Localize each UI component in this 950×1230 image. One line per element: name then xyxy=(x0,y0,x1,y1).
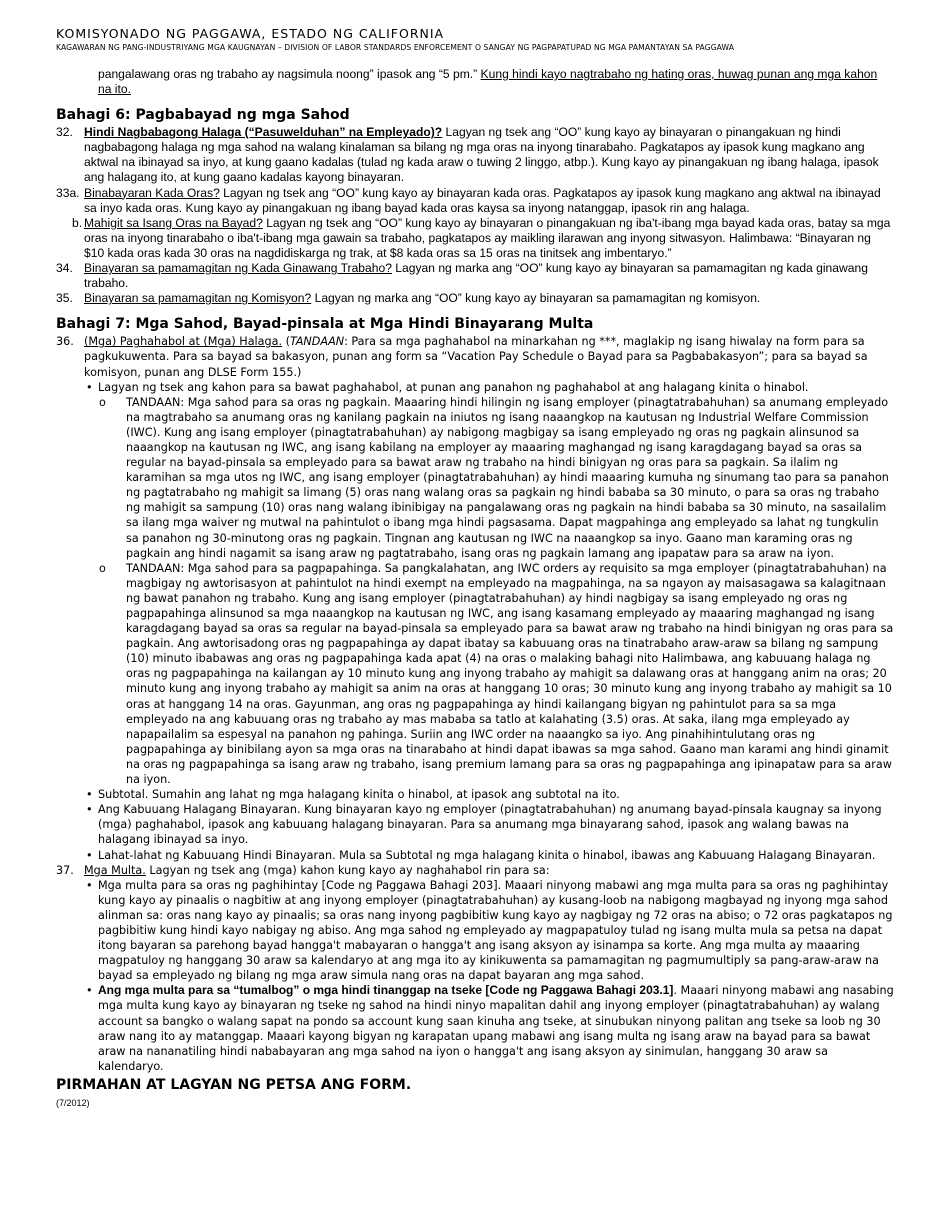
note-meal-period: o TANDAAN: Mga sahod para sa oras ng pagkain. Maaaring hindi hilingin ng isang employer (pinagtatrabahuhan) sa anumang empleyado na magtrabaho sa anumang oras ng kanilang pagkain na iniutos ng isang naaangkop na kautusan ng Industrial Welfare Commission (IWC). Kung ang isang employer (pinagtatrabahuhan) ay nabigong magbigay sa isang empleyado ng oras ng pagkain alinsunod sa naaangkop na kautusan ng IWC, ang isang kabilang na employer ay maaaring maghangad ng isang karagdagang bayad sa oras sa regular na bayad-pinsala sa empleyado para sa bawat araw ng trabaho na hindi binigyan ng oras para sa pagkain. Sa ilalim ng karamihan sa mga utos ng IWC, ang isang employer (pinagtatrabahuhan) ay hindi maaaring kumuha ng sinumang tao para sa panahon ng pagtatrabaho ng mahigit sa limang (5) oras nang walang oras sa pagkain ng hindi bababa sa 30 minuto, o para sa oras ng trabaho ng mahigit sa sampung (10) oras nang walang ibinibigay na pangalawang oras ng pagkain na hindi bababa sa 30 minuto, na sasailalim sa ilang mga waiver ng mutwal na pahintulot o ibang mga hindi pagsasama. Dapat magpahinga ang empleyado sa lahat ng tungkulin sa panahon ng 30-minutong oras ng pagkain. Tingnan ang kautusan ng IWC na naaangkop sa inyo. Gaano man karaming oras ng pagkain ang hindi nagamit sa isang araw ng pagtatrabaho, isang oras ng pagkain lamang ang ipapataw para sa araw na iyon. xyxy=(99,395,889,560)
item-36: 36. (Mga) Paghahabol at (Mga) Halaga. (TANDAAN: Para sa mga paghahabol na minarkahan ng ***, maglakip ng isang hiwalay na form para sa pagkukuwenta. Para sa bayad sa bakasyon, punan ang form sa “Vacation Pay Schedule o Bayad para sa Pagbabakasyon”; para sa bayad sa komisyon, punan ang DLSE Form 155.) xyxy=(56,335,868,379)
form-revision-date: (7/2012) xyxy=(56,1097,90,1108)
item-34: 34. Binayaran sa pamamagitan ng Kada Ginawang Trabaho? Lagyan ng marka ang “OO” kung kayo ay binayaran sa pamamagitan ng kada ginawang trabaho. xyxy=(56,261,868,291)
list-item: • Mga multa para sa oras ng paghihintay [Code ng Paggawa Bahagi 203]. Maaari ninyong mabawi ang mga multa para sa oras ng paghihintay kung kayo ay pinaalis o nagbitiw at ang inyong employer (pinagtatrabahuhan) ay kusang-loob na nabigong magbayad ng inyong mga sahod alinman sa: oras nang kayo ay pinaalis; sa oras nang inyong pagbibitiw kung kayo ay nagbigay ng 72 oras na abiso; o 72 oras pagkatapos ng pagbibitiw kung hindi kayo nabigay ng abiso. Ang mga sahod ng empleyado ay magpapatuloy tulad ng isang multa mula sa petsa na dapat itong bayaran sa parehong bayad hangga't mabayaran o hangga't ang isang aksyon ay isinampa sa korte. Ang mga multa ay maaaring magpatuloy ng hanggang 30 araw sa kalendaryo at ang mga ito ay kinikuwenta sa pamamagitan ng pagmumultiply sa pang-araw-araw na bayad sa empleyado ng bilang ng mga araw simula nang oras na dapat bayaran ang mga sahod. xyxy=(86,878,893,983)
form-instructions xyxy=(56,67,894,1110)
item-33a-label: Binabayaran Kada Oras? xyxy=(84,185,220,200)
item-35-label: Binayaran sa pamamagitan ng Komisyon? xyxy=(84,291,312,306)
list-item: • Subtotal. Sumahin ang lahat ng mga halagang kinita o hinabol, at ipasok ang subtotal na ito. xyxy=(86,788,620,802)
item-32-label: Hindi Nagbabagong Halaga (“Pasuwelduhan” na Empleyado)? xyxy=(84,125,443,140)
agency-title: KOMISYONADO NG PAGGAWA, ESTADO NG CALIFORNIA xyxy=(56,26,445,41)
item-32: 32. Hindi Nagbabagong Halaga (“Pasuwelduhan” na Empleyado)? Lagyan ng tsek ang “OO” kung kayo ay binayaran o pinangakuan ng hindi nagbabagong halaga ng mga sahod na walang kinalaman sa bilang ng mga oras na inyong tinarabaho. Pagkatapos ay ipasok kung magkano ang aktwal na ibinayad sa inyo, at kung gaano kadalas (tulad ng kada araw o tuwing 2 linggo, atbp.). Kung kayo ay pinangakuan ng ibang halaga, ipasok ang halagang ito, at kung gaano kadalas kayong binayaran. xyxy=(56,125,879,185)
item-36-label: (Mga) Paghahabol at (Mga) Halaga. xyxy=(84,335,283,349)
part6-heading: Bahagi 6: Pagbabayad ng mga Sahod xyxy=(56,107,350,124)
list-item: • Ang Kabuuang Halagang Binayaran. Kung binayaran kayo ng employer (pinagtatrabahuhan) ng anumang bayad-pinsala kaugnay sa inyong (mga) paghahabol, ipasok ang kabuuang halagang binayaran. Para sa anumang mga binayarang sahod, ipasok ang walang bawas na halagang ibinayad sa inyo. xyxy=(86,803,882,847)
sign-instruction: PIRMAHAN AT LAGYAN NG PETSA ANG FORM. xyxy=(56,1076,412,1093)
item-33b: b. Mahigit sa Isang Oras na Bayad? Lagyan ng tsek ang “OO” kung kayo ay binayaran o pinangakuan ng iba't-ibang mga bayad kada oras, batay sa mga oras na inyong tinarabaho o iba't-ibang mga gawain sa trabaho, pagkatapos ay maikling ilarawan ang inyong sitwasyon. Halimbawa: “Binayaran ng $10 kada oras kada 30 oras na nagdidiskarga ng trak, at $8 kada oras sa 15 oras na tinitsek ang imbentaryo.” xyxy=(72,215,891,260)
note-rest-period: o TANDAAN: Mga sahod para sa pagpapahinga. Sa pangkalahatan, ang IWC orders ay requisito sa mga employer (pinagtatrabahuhan) na magbigay ng awtorisasyon at pahintulot na hindi exempt na empleyado na magpahinga, na sa ngayon ay maisasagawa sa kalagitnaan ng bawat panahon ng trabaho. Kung ang isang employer (pinagtatrabahuhan) ay hindi nagbigay sa isang empleyado ng oras ng pagpapahinga alinsunod sa mga naaangkop na kautusan ng IWC, ang isang kasamang empleyado ay maaaring maghangad ng isang karagdagang bayad sa oras sa regular na bayad-pinsala sa empleyado para sa bawat araw ng trabaho na hindi binigyan ng oras para sa pagkain. Ang awtorisadong oras ng pagpapahinga ay dapat ibatay sa kabuuang oras na tinatrabaho araw-araw sa bilang ng sampung (10) minuto ibabawas ang oras ng pagpapahinga kada apat (4) na oras o malaking bahagi nito Halimbawa, ang kabuuang halaga ng oras ng pagpapahinga na kailangan ay 10 minuto kung ang inyong trabaho ay mahigit sa dalawang oras at hanggang anim na oras; 20 minuto kung ang inyong trabaho ay mahigit sa anim na oras at hanggang 10 oras; 30 minuto kung ang inyong trabaho ay mahigit sa 10 oras at hanggang 14 na oras. Gayunman, ang oras ng pagpapahinga ay hindi kailangang bigyan ng pahintulot para sa sa mga empleyado na ang kabuuang oras ng trabaho ay mas mababa sa tatlo at kalahating (3.5) oras. At saka, ilang mga empleyado ay napapailalim sa espesyal na panahon ng pahinga. Suriin ang IWC order na naaangko sa iyo. Ang pinahihintulutang oras ng pagpapahinga ay binibilang ayon sa mga oras na tinarabaho at hindi dapat ibawas sa mga sahod. Gaano man karami ang hindi ginamit na oras ng pagpapahinga sa isang araw ng trabaho, isang premium lamang para sa oras ng pagpapahinga ang ipinapataw para sa araw na iyon. xyxy=(99,561,894,787)
item-33b-label: Mahigit sa Isang Oras na Bayad? xyxy=(84,215,263,230)
item-33a: 33a. Binabayaran Kada Oras? Lagyan ng tsek ang “OO” kung kayo ay binayaran kada oras. Pagkatapos ay ipasok kung magkano ang aktwal na ibinayad sa inyo kada oras. Kung kayo ay pinangakuan ng ibang bayad kada oras kaysa sa inyong natanggap, ipasok rin ang halaga. xyxy=(56,185,881,215)
item-35: 35. Binayaran sa pamamagitan ng Komisyon? Lagyan ng marka ang “OO” kung kayo ay binayaran sa pamamagitan ng komisyon. xyxy=(56,291,761,306)
item-37-label: Mga Multa. xyxy=(84,863,146,877)
part7-heading: Bahagi 7: Mga Sahod, Bayad-pinsala at Mga Hindi Binayarang Multa xyxy=(56,316,594,333)
list-item: • Lagyan ng tsek ang kahon para sa bawat paghahabol, at punan ang panahon ng paghahabol at ang halagang kinita o hinabol. xyxy=(86,380,809,394)
list-item: • Ang mga multa para sa “tumalbog” o mga hindi tinanggap na tseke [Code ng Paggawa Bahagi 203.1]. Maaari ninyong mabawi ang nasabing mga multa kung kayo ay binayaran ng tseke ng sahod na hindi ninyo mapalitan dahil ang inyong employer (pinagtatrabahuhan) ay walang account sa bangko o walang sapat na pondo sa account kung saan kinuha ang tseke, at sinubukan ninyong palitan ang tseke sa loob ng 30 araw nang ito ay matanggap. Maaari kayong bigyan ng karapatan upang mabawi ang isang multa ng isang araw na bayad para sa bawat araw na nananatiling hindi nababayaran ang mga sahod na iyon o hangga't ang isang aksyon ay sinimulan, hanggang 30 araw sa kalendaryo. xyxy=(86,983,894,1073)
agency-subtitle: KAGAWARAN NG PANG-INDUSTRIYANG MGA KAUGNAYAN – DIVISION OF LABOR STANDARDS ENFORCEMENT O SANGAY NG PAGPAPATUPAD NG MGA PAMANTAYAN SA PAGGAWA xyxy=(56,43,735,52)
item-34-label: Binayaran sa pamamagitan ng Kada Ginawang Trabaho? xyxy=(84,261,392,276)
intro-paragraph: pangalawang oras ng trabaho ay nagsimula noong” ipasok ang “5 pm.” Kung hindi kayo nagtrabaho ng hating oras, huwag punan ang mga kahon na ito. xyxy=(98,67,878,97)
item-37: 37. Mga Multa. Lagyan ng tsek ang (mga) kahon kung kayo ay naghahabol rin para sa: xyxy=(56,863,550,877)
list-item: • Lahat-lahat ng Kabuuang Hindi Binayaran. Mula sa Subtotal ng mga halagang kinita o hinabol, ibawas ang Kabuuang Halagang Binayaran. xyxy=(86,848,876,862)
